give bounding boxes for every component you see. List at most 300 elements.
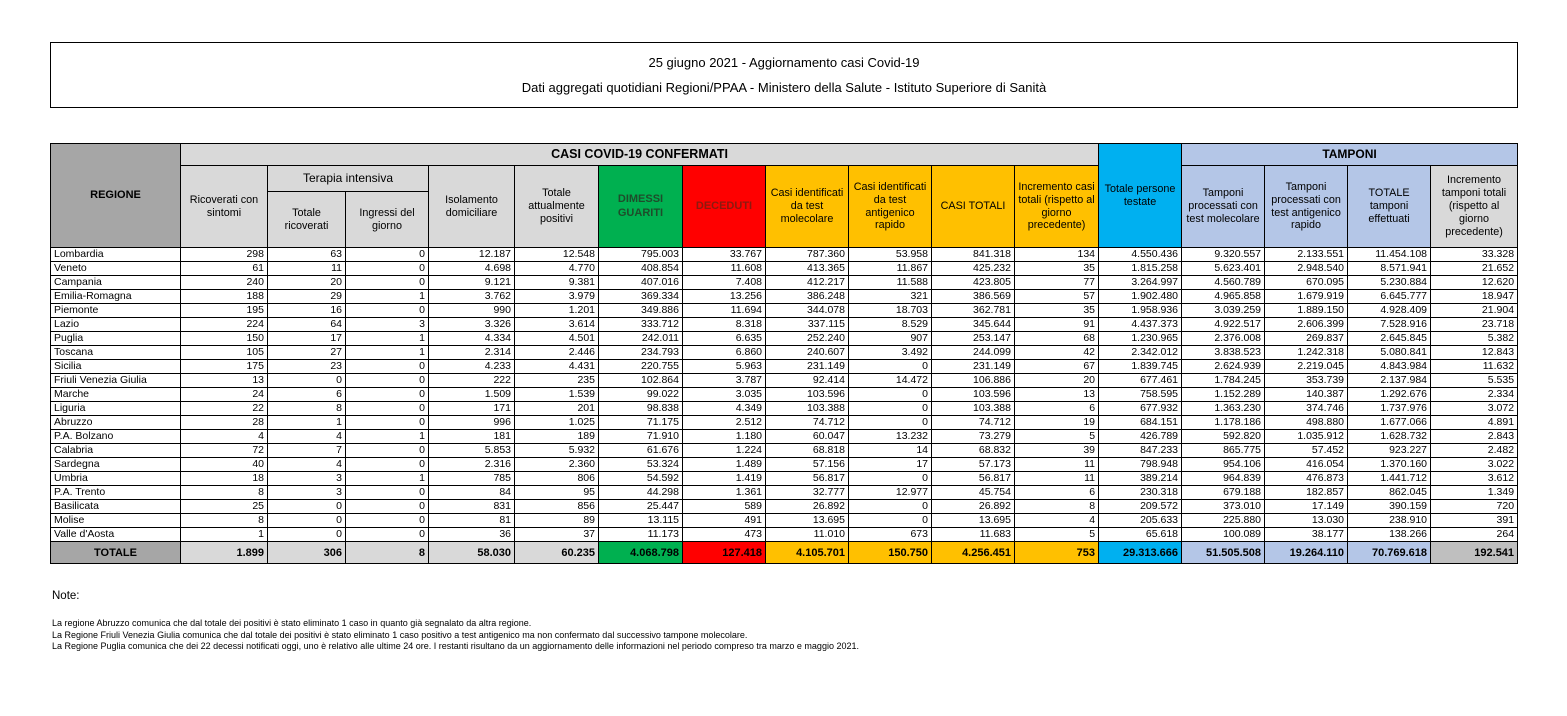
- data-cell: 57.452: [1265, 444, 1348, 458]
- data-cell: 0: [346, 458, 429, 472]
- data-cell: 0: [346, 486, 429, 500]
- data-cell: 345.644: [932, 318, 1015, 332]
- note-line-abruzzo: La regione Abruzzo comunica che dal totale dei positivi è stato eliminato 1 caso in quanto già segnalato da altra regione.: [52, 618, 532, 628]
- data-cell: 1.025: [515, 416, 599, 430]
- data-cell: 1.539: [515, 388, 599, 402]
- data-cell: 17.149: [1265, 500, 1348, 514]
- data-cell: 240.607: [766, 346, 849, 360]
- region-name: Valle d'Aosta: [51, 528, 181, 542]
- data-cell: 3.979: [515, 290, 599, 304]
- data-cell: 4.922.517: [1182, 318, 1265, 332]
- table-row: [51, 472, 1518, 486]
- data-cell: 26.892: [932, 500, 1015, 514]
- data-cell: 140.387: [1265, 388, 1348, 402]
- data-cell: 0: [268, 528, 346, 542]
- data-cell: 102.864: [599, 374, 683, 388]
- data-cell: 677.932: [1099, 402, 1182, 416]
- data-cell: 0: [346, 500, 429, 514]
- table-row: [51, 388, 1518, 402]
- data-cell: 1.152.289: [1182, 388, 1265, 402]
- data-cell: 6.645.777: [1348, 290, 1431, 304]
- covid-data-table: [50, 143, 1518, 564]
- data-cell: 13.115: [599, 514, 683, 528]
- data-cell: 407.016: [599, 276, 683, 290]
- data-cell: 1.230.965: [1099, 332, 1182, 346]
- data-cell: 8.571.941: [1348, 262, 1431, 276]
- total-cell: 1.899: [181, 542, 268, 564]
- data-cell: 374.746: [1265, 402, 1348, 416]
- data-cell: 841.318: [932, 248, 1015, 262]
- data-cell: 77: [1015, 276, 1099, 290]
- data-cell: 73.279: [932, 430, 1015, 444]
- data-cell: 201: [515, 402, 599, 416]
- data-cell: 1.370.160: [1348, 458, 1431, 472]
- data-cell: 189: [515, 430, 599, 444]
- data-cell: 1: [346, 290, 429, 304]
- notes-section: [52, 590, 1532, 653]
- data-cell: 865.775: [1182, 444, 1265, 458]
- notes-title: Note:: [52, 590, 80, 602]
- data-cell: 6.635: [683, 332, 766, 346]
- data-cell: 11: [1015, 458, 1099, 472]
- region-name: P.A. Trento: [51, 486, 181, 500]
- data-cell: 23.718: [1431, 318, 1518, 332]
- data-cell: 231.149: [766, 360, 849, 374]
- data-cell: 11: [268, 262, 346, 276]
- data-cell: 35: [1015, 304, 1099, 318]
- region-name: Marche: [51, 388, 181, 402]
- data-cell: 72: [181, 444, 268, 458]
- data-cell: 0: [849, 514, 932, 528]
- data-cell: 0: [346, 416, 429, 430]
- data-cell: 0: [346, 402, 429, 416]
- data-cell: 81: [429, 514, 515, 528]
- data-cell: 2.314: [429, 346, 515, 360]
- data-cell: 0: [849, 402, 932, 416]
- data-cell: 2.137.984: [1348, 374, 1431, 388]
- data-cell: 42: [1015, 346, 1099, 360]
- data-cell: 224: [181, 318, 268, 332]
- col-header-totale-tamponi: TOTALE tamponi effettuati: [1348, 166, 1431, 248]
- data-cell: 14: [849, 444, 932, 458]
- data-cell: 798.948: [1099, 458, 1182, 472]
- data-cell: 0: [346, 514, 429, 528]
- data-cell: 175: [181, 360, 268, 374]
- data-cell: 2.948.540: [1265, 262, 1348, 276]
- data-cell: 4: [181, 430, 268, 444]
- data-cell: 11.010: [766, 528, 849, 542]
- data-cell: 1: [346, 332, 429, 346]
- col-header-incremento-casi: Incremento casi totali (rispetto al giorno precedente): [1015, 166, 1099, 248]
- data-cell: 11.588: [849, 276, 932, 290]
- region-name: Campania: [51, 276, 181, 290]
- col-header-incremento-tamponi: Incremento tamponi totali (rispetto al giorno precedente): [1431, 166, 1518, 248]
- table-body: [51, 248, 1518, 542]
- data-cell: 679.188: [1182, 486, 1265, 500]
- data-cell: 252.240: [766, 332, 849, 346]
- data-cell: 103.388: [766, 402, 849, 416]
- data-cell: 9.381: [515, 276, 599, 290]
- col-header-totale-ricoverati: Totale ricoverati: [268, 192, 346, 248]
- data-cell: 4.891: [1431, 416, 1518, 430]
- data-cell: 7.528.916: [1348, 318, 1431, 332]
- data-cell: 353.739: [1265, 374, 1348, 388]
- data-cell: 5.535: [1431, 374, 1518, 388]
- col-header-casi-molecolare: Casi identificati da test molecolare: [766, 166, 849, 248]
- region-name: Toscana: [51, 346, 181, 360]
- data-cell: 91: [1015, 318, 1099, 332]
- data-cell: 7.408: [683, 276, 766, 290]
- data-cell: 1.679.919: [1265, 290, 1348, 304]
- data-cell: 1.363.230: [1182, 402, 1265, 416]
- col-header-casi-totali: CASI TOTALI: [932, 166, 1015, 248]
- data-cell: 57: [1015, 290, 1099, 304]
- data-cell: 19: [1015, 416, 1099, 430]
- table-row: [51, 290, 1518, 304]
- data-cell: 2.219.045: [1265, 360, 1348, 374]
- data-cell: 476.873: [1265, 472, 1348, 486]
- data-cell: 0: [346, 374, 429, 388]
- data-cell: 106.886: [932, 374, 1015, 388]
- data-cell: 16: [268, 304, 346, 318]
- data-cell: 386.248: [766, 290, 849, 304]
- data-cell: 56.817: [766, 472, 849, 486]
- data-cell: 5.080.841: [1348, 346, 1431, 360]
- data-cell: 1.509: [429, 388, 515, 402]
- data-cell: 181: [429, 430, 515, 444]
- data-cell: 253.147: [932, 332, 1015, 346]
- data-cell: 795.003: [599, 248, 683, 262]
- table-row: [51, 458, 1518, 472]
- data-cell: 2.376.008: [1182, 332, 1265, 346]
- data-cell: 150: [181, 332, 268, 346]
- data-cell: 45.754: [932, 486, 1015, 500]
- data-cell: 1.035.912: [1265, 430, 1348, 444]
- table-row: [51, 528, 1518, 542]
- data-cell: 29: [268, 290, 346, 304]
- data-cell: 11.608: [683, 262, 766, 276]
- data-cell: 6: [1015, 486, 1099, 500]
- data-cell: 2.342.012: [1099, 346, 1182, 360]
- col-header-tamponi-antigenico: Tamponi processati con test antigenico rapido: [1265, 166, 1348, 248]
- data-cell: 13.232: [849, 430, 932, 444]
- data-cell: 0: [849, 388, 932, 402]
- table-row: [51, 402, 1518, 416]
- data-cell: 242.011: [599, 332, 683, 346]
- data-cell: 0: [849, 416, 932, 430]
- data-cell: 0: [268, 374, 346, 388]
- data-cell: 9.320.557: [1182, 248, 1265, 262]
- data-cell: 423.805: [932, 276, 1015, 290]
- data-cell: 1.889.150: [1265, 304, 1348, 318]
- data-cell: 344.078: [766, 304, 849, 318]
- col-header-deceduti: DECEDUTI: [683, 166, 766, 248]
- data-cell: 3.022: [1431, 458, 1518, 472]
- data-cell: 57.156: [766, 458, 849, 472]
- data-cell: 8: [181, 486, 268, 500]
- data-cell: 0: [346, 360, 429, 374]
- data-cell: 105: [181, 346, 268, 360]
- data-cell: 1.178.186: [1182, 416, 1265, 430]
- data-cell: 369.334: [599, 290, 683, 304]
- data-cell: 54.592: [599, 472, 683, 486]
- data-cell: 5.932: [515, 444, 599, 458]
- data-cell: 57.173: [932, 458, 1015, 472]
- data-cell: 391: [1431, 514, 1518, 528]
- data-cell: 1.180: [683, 430, 766, 444]
- data-cell: 831: [429, 500, 515, 514]
- data-cell: 2.624.939: [1182, 360, 1265, 374]
- data-cell: 670.095: [1265, 276, 1348, 290]
- col-header-persone-testate: Totale persone testate: [1099, 144, 1182, 248]
- data-cell: 3.326: [429, 318, 515, 332]
- data-cell: 4: [268, 430, 346, 444]
- data-cell: 6: [268, 388, 346, 402]
- col-header-ingressi-giorno: Ingressi del giorno: [346, 192, 429, 248]
- data-cell: 21.904: [1431, 304, 1518, 318]
- data-cell: 1.958.936: [1099, 304, 1182, 318]
- region-name: Molise: [51, 514, 181, 528]
- data-cell: 71.175: [599, 416, 683, 430]
- data-cell: 95: [515, 486, 599, 500]
- total-cell: 60.235: [515, 542, 599, 564]
- report-subtitle: Dati aggregati quotidiani Regioni/PPAA - Ministero della Salute - Istituto Superiore di Sanità: [521, 80, 1047, 96]
- total-cell: 19.264.110: [1265, 542, 1348, 564]
- data-cell: 785: [429, 472, 515, 486]
- data-cell: 35: [1015, 262, 1099, 276]
- data-cell: 240: [181, 276, 268, 290]
- data-cell: 0: [849, 472, 932, 486]
- data-cell: 264: [1431, 528, 1518, 542]
- data-cell: 758.595: [1099, 388, 1182, 402]
- col-header-tamponi-molecolare: Tamponi processati con test molecolare: [1182, 166, 1265, 248]
- data-cell: 39: [1015, 444, 1099, 458]
- col-header-ricoverati-sintomi: Ricoverati con sintomi: [181, 166, 268, 248]
- data-cell: 1.628.732: [1348, 430, 1431, 444]
- data-cell: 37: [515, 528, 599, 542]
- table-row: [51, 444, 1518, 458]
- data-cell: 25: [181, 500, 268, 514]
- table-row: [51, 262, 1518, 276]
- data-cell: 1.839.745: [1099, 360, 1182, 374]
- data-cell: 63: [268, 248, 346, 262]
- data-cell: 23: [268, 360, 346, 374]
- data-cell: 12.548: [515, 248, 599, 262]
- data-cell: 103.596: [932, 388, 1015, 402]
- data-cell: 11: [1015, 472, 1099, 486]
- data-cell: 11.683: [932, 528, 1015, 542]
- data-cell: 4.501: [515, 332, 599, 346]
- data-cell: 68.818: [766, 444, 849, 458]
- region-name: Friuli Venezia Giulia: [51, 374, 181, 388]
- data-cell: 53.324: [599, 458, 683, 472]
- data-cell: 4.550.436: [1099, 248, 1182, 262]
- table-row: [51, 514, 1518, 528]
- data-cell: 0: [849, 360, 932, 374]
- data-cell: 0: [346, 304, 429, 318]
- data-cell: 2.133.551: [1265, 248, 1348, 262]
- data-cell: 1.815.258: [1099, 262, 1182, 276]
- table-row: [51, 486, 1518, 500]
- data-cell: 1.292.676: [1348, 388, 1431, 402]
- table-row: [51, 318, 1518, 332]
- data-cell: 3.614: [515, 318, 599, 332]
- total-cell: 4.256.451: [932, 542, 1015, 564]
- col-header-dimessi-guariti: DIMESSI GUARITI: [599, 166, 683, 248]
- data-cell: 244.099: [932, 346, 1015, 360]
- data-cell: 138.266: [1348, 528, 1431, 542]
- data-cell: 862.045: [1348, 486, 1431, 500]
- table-row: [51, 248, 1518, 262]
- data-cell: 964.839: [1182, 472, 1265, 486]
- data-cell: 36: [429, 528, 515, 542]
- data-cell: 12.620: [1431, 276, 1518, 290]
- table-row: [51, 276, 1518, 290]
- data-cell: 5: [1015, 528, 1099, 542]
- data-cell: 195: [181, 304, 268, 318]
- data-cell: 8: [181, 514, 268, 528]
- data-cell: 11.694: [683, 304, 766, 318]
- total-cell: 4.068.798: [599, 542, 683, 564]
- data-cell: 3.787: [683, 374, 766, 388]
- data-cell: 0: [346, 388, 429, 402]
- data-cell: 89: [515, 514, 599, 528]
- data-cell: 990: [429, 304, 515, 318]
- data-cell: 3: [268, 472, 346, 486]
- data-cell: 68.832: [932, 444, 1015, 458]
- data-cell: 238.910: [1348, 514, 1431, 528]
- data-cell: 20: [268, 276, 346, 290]
- data-cell: 1: [181, 528, 268, 542]
- data-cell: 5: [1015, 430, 1099, 444]
- region-name: Emilia-Romagna: [51, 290, 181, 304]
- data-cell: 44.298: [599, 486, 683, 500]
- data-cell: 84: [429, 486, 515, 500]
- data-cell: 4: [268, 458, 346, 472]
- total-label: TOTALE: [51, 542, 181, 564]
- data-cell: 61.676: [599, 444, 683, 458]
- data-cell: 413.365: [766, 262, 849, 276]
- data-cell: 4.698: [429, 262, 515, 276]
- data-cell: 3.072: [1431, 402, 1518, 416]
- data-cell: 134: [1015, 248, 1099, 262]
- data-cell: 13.695: [766, 514, 849, 528]
- data-cell: 0: [849, 500, 932, 514]
- total-cell: 29.313.666: [1099, 542, 1182, 564]
- data-cell: 74.712: [932, 416, 1015, 430]
- total-cell: 192.541: [1431, 542, 1518, 564]
- data-cell: 2.482: [1431, 444, 1518, 458]
- data-cell: 5.853: [429, 444, 515, 458]
- data-cell: 425.232: [932, 262, 1015, 276]
- header-sub-row: [51, 166, 1518, 192]
- data-cell: 71.910: [599, 430, 683, 444]
- region-name: Piemonte: [51, 304, 181, 318]
- data-cell: 923.227: [1348, 444, 1431, 458]
- total-cell: 58.030: [429, 542, 515, 564]
- data-cell: 373.010: [1182, 500, 1265, 514]
- data-cell: 222: [429, 374, 515, 388]
- data-cell: 5.230.884: [1348, 276, 1431, 290]
- data-cell: 2.360: [515, 458, 599, 472]
- data-cell: 18.703: [849, 304, 932, 318]
- data-cell: 0: [346, 528, 429, 542]
- data-cell: 182.857: [1265, 486, 1348, 500]
- data-cell: 7: [268, 444, 346, 458]
- data-cell: 9.121: [429, 276, 515, 290]
- data-cell: 3.492: [849, 346, 932, 360]
- total-cell: 8: [346, 542, 429, 564]
- data-cell: 11.454.108: [1348, 248, 1431, 262]
- note-line-friuli: La Regione Friuli Venezia Giulia comunica che dal totale dei positivi è stato eliminato 1 caso positivo a test antigenico ma non confermato dal successivo tampone molecolare.: [52, 629, 748, 640]
- data-cell: 14.472: [849, 374, 932, 388]
- data-cell: 907: [849, 332, 932, 346]
- data-cell: 60.047: [766, 430, 849, 444]
- data-cell: 12.843: [1431, 346, 1518, 360]
- data-cell: 498.880: [1265, 416, 1348, 430]
- data-cell: 235: [515, 374, 599, 388]
- data-cell: 4.431: [515, 360, 599, 374]
- col-header-casi-antigenico: Casi identificati da test antigenico rapido: [849, 166, 932, 248]
- data-cell: 33.328: [1431, 248, 1518, 262]
- data-cell: 473: [683, 528, 766, 542]
- data-cell: 4.770: [515, 262, 599, 276]
- data-cell: 2.606.399: [1265, 318, 1348, 332]
- data-cell: 2.316: [429, 458, 515, 472]
- data-cell: 8.318: [683, 318, 766, 332]
- group-header-tamponi: TAMPONI: [1182, 144, 1518, 166]
- data-cell: 684.151: [1099, 416, 1182, 430]
- data-cell: 17: [849, 458, 932, 472]
- data-cell: 11.867: [849, 262, 932, 276]
- data-cell: 74.712: [766, 416, 849, 430]
- data-cell: 4.334: [429, 332, 515, 346]
- data-cell: 426.789: [1099, 430, 1182, 444]
- report-title: 25 giugno 2021 - Aggiornamento casi Covid-19: [648, 54, 920, 70]
- data-cell: 21.652: [1431, 262, 1518, 276]
- data-cell: 1.489: [683, 458, 766, 472]
- data-cell: 1.737.976: [1348, 402, 1431, 416]
- data-cell: 1.349: [1431, 486, 1518, 500]
- region-name: Calabria: [51, 444, 181, 458]
- data-cell: 5.382: [1431, 332, 1518, 346]
- data-cell: 98.838: [599, 402, 683, 416]
- data-cell: 589: [683, 500, 766, 514]
- data-cell: 996: [429, 416, 515, 430]
- data-cell: 40: [181, 458, 268, 472]
- region-name: Abruzzo: [51, 416, 181, 430]
- data-cell: 412.217: [766, 276, 849, 290]
- data-cell: 806: [515, 472, 599, 486]
- data-cell: 26.892: [766, 500, 849, 514]
- data-cell: 3.039.259: [1182, 304, 1265, 318]
- data-cell: 2.512: [683, 416, 766, 430]
- data-cell: 56.817: [932, 472, 1015, 486]
- data-cell: 856: [515, 500, 599, 514]
- region-name: Basilicata: [51, 500, 181, 514]
- data-cell: 8: [1015, 500, 1099, 514]
- data-cell: 61: [181, 262, 268, 276]
- data-cell: 298: [181, 248, 268, 262]
- data-cell: 5.963: [683, 360, 766, 374]
- col-header-isolamento: Isolamento domiciliare: [429, 166, 515, 248]
- data-cell: 64: [268, 318, 346, 332]
- data-cell: 1.441.712: [1348, 472, 1431, 486]
- data-cell: 720: [1431, 500, 1518, 514]
- data-cell: 0: [346, 444, 429, 458]
- data-cell: 188: [181, 290, 268, 304]
- data-cell: 100.089: [1182, 528, 1265, 542]
